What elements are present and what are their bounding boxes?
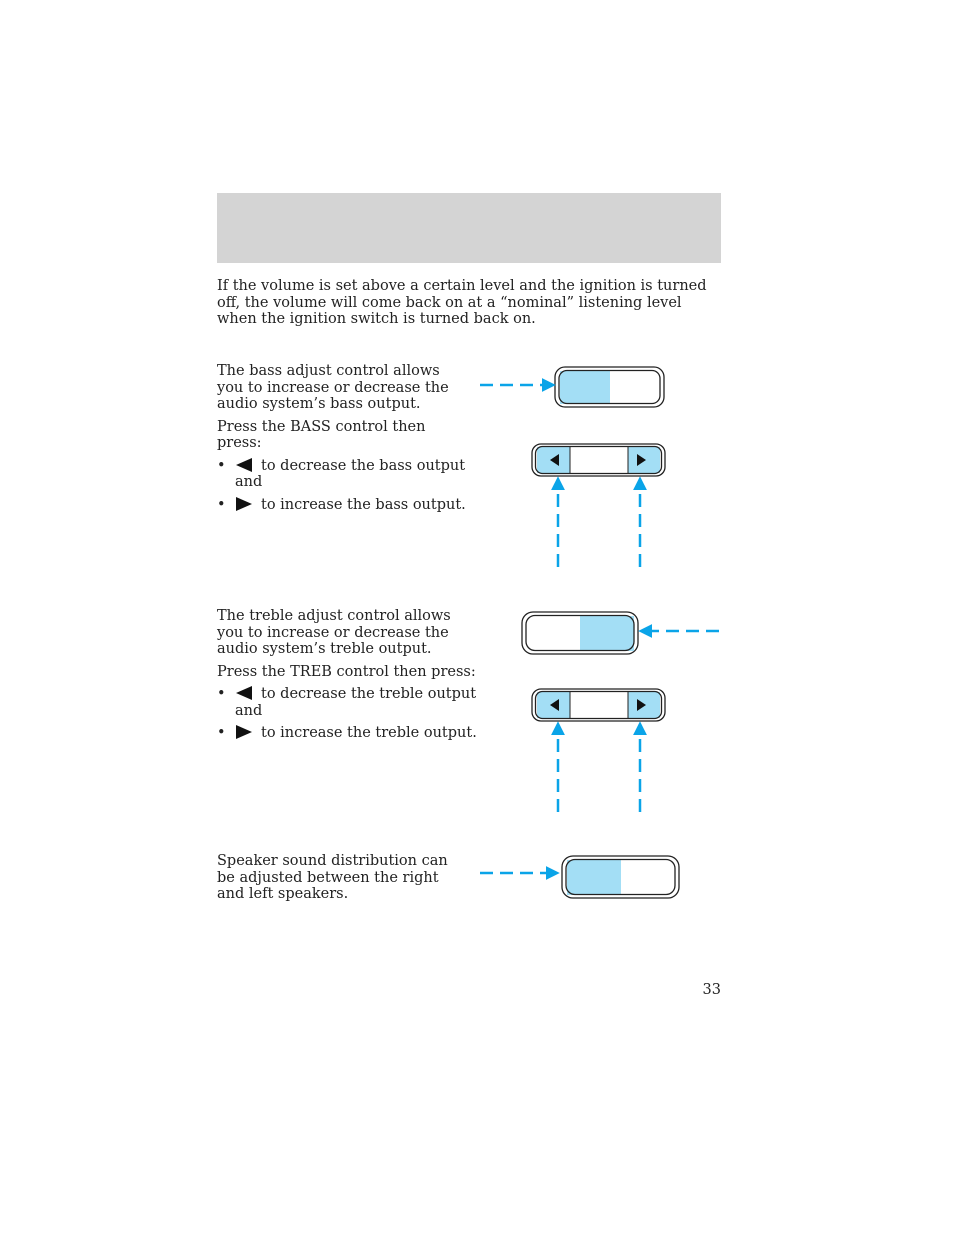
treble-description: The treble adjust control allows you to increase or decrease the audio system’s treble output. (217, 608, 451, 657)
bass-description: The bass adjust control allows you to increase or decrease the audio system’s bass output. (217, 363, 449, 412)
bullet-icon: • (217, 457, 226, 474)
page-number: 33 (702, 982, 721, 998)
balance-description: Speaker sound distribution can be adjusted between the right and left speakers. (217, 853, 448, 902)
treble-button (522, 612, 638, 654)
treble-increase-text: to increase the treble output. (261, 725, 477, 741)
bass-increase-text: to increase the bass output. (261, 496, 466, 513)
bass-instruction: Press the BASS control then press: (217, 418, 426, 451)
bullet-icon: • (217, 686, 226, 702)
treble-and-text: and (235, 702, 263, 719)
bass-decrease-text: to decrease the bass output (261, 457, 466, 474)
treble-decrease-text: to decrease the treble output (261, 686, 477, 702)
bass-and-text: and (235, 474, 263, 490)
bullet-icon: • (217, 496, 226, 513)
bass-seek-buttons (532, 444, 665, 476)
bass-button (555, 367, 664, 407)
treble-seek-buttons (532, 689, 665, 721)
balance-button (562, 856, 679, 898)
bullet-icon: • (217, 725, 226, 741)
treble-instruction: Press the TREB control then press: (217, 663, 476, 680)
intro-text: If the volume is set above a certain level and the ignition is turned off, the volume will come back on at a “nominal” listening level when the ignition switch is turned back on. (217, 278, 707, 327)
